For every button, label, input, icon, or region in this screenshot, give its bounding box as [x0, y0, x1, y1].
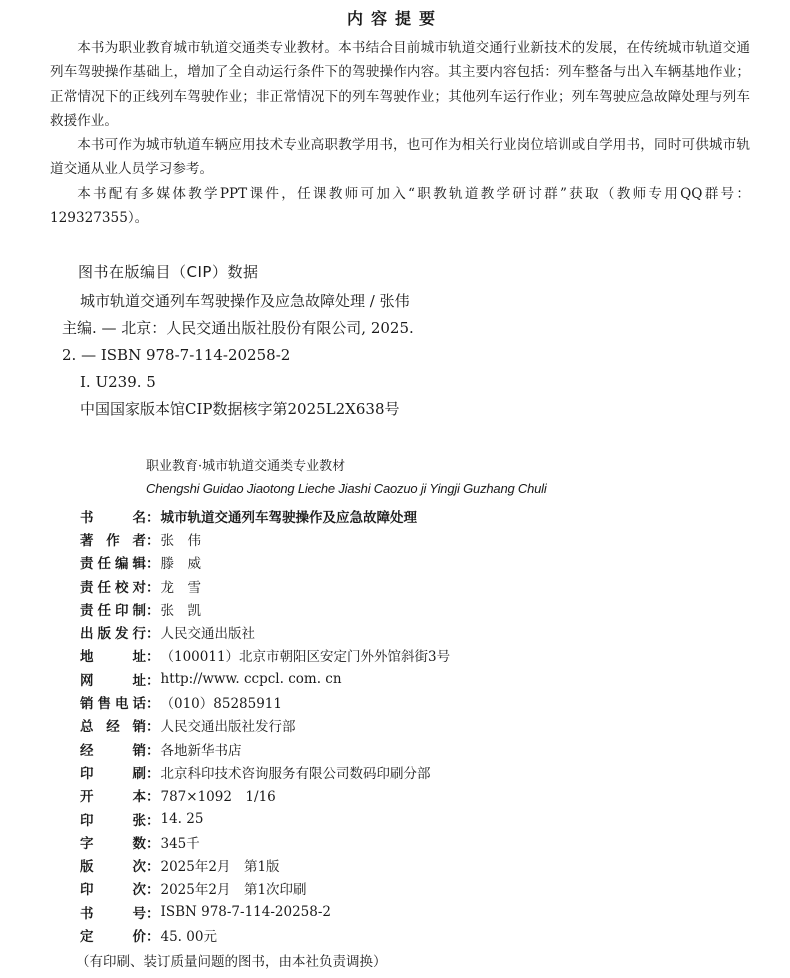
detail-row-sheets: 印张 ： 14. 25 [80, 810, 204, 829]
detail-label: 网址 [80, 672, 146, 689]
detail-value: 龙 雪 [160, 579, 201, 596]
detail-row-price: 定价 ： 45. 00元 [80, 923, 760, 946]
detail-row-format: 开本 ： 787×1092 1/16 [80, 784, 760, 807]
detail-label: 责任校对 [80, 579, 146, 596]
detail-value: 张 伟 [160, 532, 201, 549]
summary-paragraph-2: 本书可作为城市轨道车辆应用技术专业高职教学用书，也可作为相关行业岗位培训或自学用书，同时可供城市轨道交通从业人员学习参考。 [50, 137, 750, 178]
detail-value: 张 凯 [160, 602, 201, 619]
detail-label: 定价 [80, 928, 146, 945]
detail-row-general-distributor: 总经销 ： 人民交通出版社发行部 [80, 714, 760, 737]
summary-paragraph-1: 本书为职业教育城市轨道交通类专业教材。本书结合目前城市轨道交通行业新技术的发展，在传统城市轨道交通列车驾驶操作基础上，增加了全自动运行条件下的驾驶操作内容。其主要内容包括：列车整备与出入车辆基地作业；正常情况下的正线列车驾驶作业；非正常情况下的列车驾驶作业；其他列车运行作业；列车驾驶应急故障处理与列车救援作业。 [50, 40, 750, 129]
detail-value: 14. 25 [160, 810, 204, 827]
detail-row-website: 网址 ： http://www. ccpcl. com. cn [80, 670, 342, 689]
detail-value: （100011）北京市朝阳区安定门外外馆斜街3号 [160, 649, 451, 666]
detail-value: 345千 [160, 835, 200, 852]
detail-label: 版次 [80, 859, 146, 876]
detail-value: 45. 00元 [160, 928, 217, 945]
detail-label: 经销 [80, 742, 146, 759]
detail-value: 2025年2月 第1次印刷 [160, 882, 307, 899]
pinyin-title: Chengshi Guidao Jiaotong Lieche Jiashi Caozuo ji Yingji Guzhang Chuli [146, 481, 547, 496]
cip-line-5: 中国国家版本馆CIP数据核字第2025L2X638号 [80, 400, 400, 418]
detail-row-edition: 版次 ： 2025年2月 第1版 [80, 853, 760, 876]
summary-text [50, 36, 750, 230]
detail-row-author: 著作者 ： 张 伟 [80, 527, 760, 550]
detail-value: 人民交通出版社发行部 [160, 719, 296, 736]
cip-line-4: Ⅰ. U239. 5 [80, 373, 156, 391]
summary-title: 内容提要 [346, 9, 443, 28]
detail-row-publisher: 出版发行 ： 人民交通出版社 [80, 620, 760, 643]
cip-line-3: 2. — ISBN 978-7-114-20258-2 [62, 346, 291, 364]
detail-label: 出版发行 [80, 626, 146, 643]
detail-row-word-count: 字数 ： 345千 [80, 830, 760, 853]
detail-value: 各地新华书店 [160, 742, 242, 759]
detail-row-printer: 印刷 ： 北京科印技术咨询服务有限公司数码印刷分部 [80, 760, 760, 783]
detail-value: http://www. ccpcl. com. cn [160, 670, 342, 687]
detail-row-impression: 印次 ： 2025年2月 第1次印刷 [80, 877, 760, 900]
detail-row-proofreader: 责任校对 ： 龙 雪 [80, 574, 760, 597]
detail-value: 北京科印技术咨询服务有限公司数码印刷分部 [160, 765, 431, 782]
detail-row-distributor: 经销 ： 各地新华书店 [80, 737, 760, 760]
detail-label: 责任编辑 [80, 556, 146, 573]
detail-label: 印次 [80, 882, 146, 899]
detail-row-title: 书名 ： 城市轨道交通列车驾驶操作及应急故障处理 [80, 504, 760, 527]
cip-line-2: 主编. — 北京：人民交通出版社股份有限公司, 2025. [62, 319, 414, 337]
detail-row-isbn: 书号 ： ISBN 978-7-114-20258-2 [80, 903, 332, 922]
detail-label: 总经销 [80, 719, 146, 736]
detail-label: 开本 [80, 789, 146, 806]
detail-label: 字数 [80, 835, 146, 852]
detail-value: 787×1092 1/16 [160, 789, 276, 806]
detail-label: 印张 [80, 812, 146, 829]
detail-value: 2025年2月 第1版 [160, 859, 280, 876]
detail-row-printing-supervisor: 责任印制 ： 张 凯 [80, 597, 760, 620]
detail-row-address: 地址 ： （100011）北京市朝阳区安定门外外馆斜街3号 [80, 644, 760, 667]
detail-value: 城市轨道交通列车驾驶操作及应急故障处理 [160, 509, 417, 526]
summary-paragraph-3: 本书配有多媒体教学PPT课件，任课教师可加入“职教轨道教学研讨群”获取（教师专用QQ群号：129327355）。 [50, 185, 750, 227]
cip-line-1: 城市轨道交通列车驾驶操作及应急故障处理 / 张伟 [80, 292, 410, 310]
detail-label: 印刷 [80, 765, 146, 782]
cip-block [62, 288, 492, 423]
series-name: 职业教育·城市轨道交通类专业教材 [146, 459, 346, 474]
quality-note: （有印刷、装订质量问题的图书，由本社负责调换） [76, 954, 387, 970]
detail-row-sales-phone: 销售电话 ： （010）85285911 [80, 690, 760, 713]
detail-value: （010）85285911 [160, 696, 282, 713]
detail-label: 著作者 [80, 532, 146, 549]
detail-label: 书名 [80, 509, 146, 526]
detail-value: 滕 威 [160, 556, 201, 573]
detail-label: 销售电话 [80, 696, 146, 713]
detail-value: ISBN 978-7-114-20258-2 [160, 903, 332, 920]
detail-value: 人民交通出版社 [160, 626, 255, 643]
publication-details [80, 504, 760, 947]
detail-label: 地址 [80, 649, 146, 666]
detail-row-editor: 责任编辑 ： 滕 威 [80, 551, 760, 574]
detail-label: 责任印制 [80, 602, 146, 619]
cip-heading: 图书在版编目（CIP）数据 [78, 263, 259, 281]
detail-label: 书号 [80, 905, 146, 922]
